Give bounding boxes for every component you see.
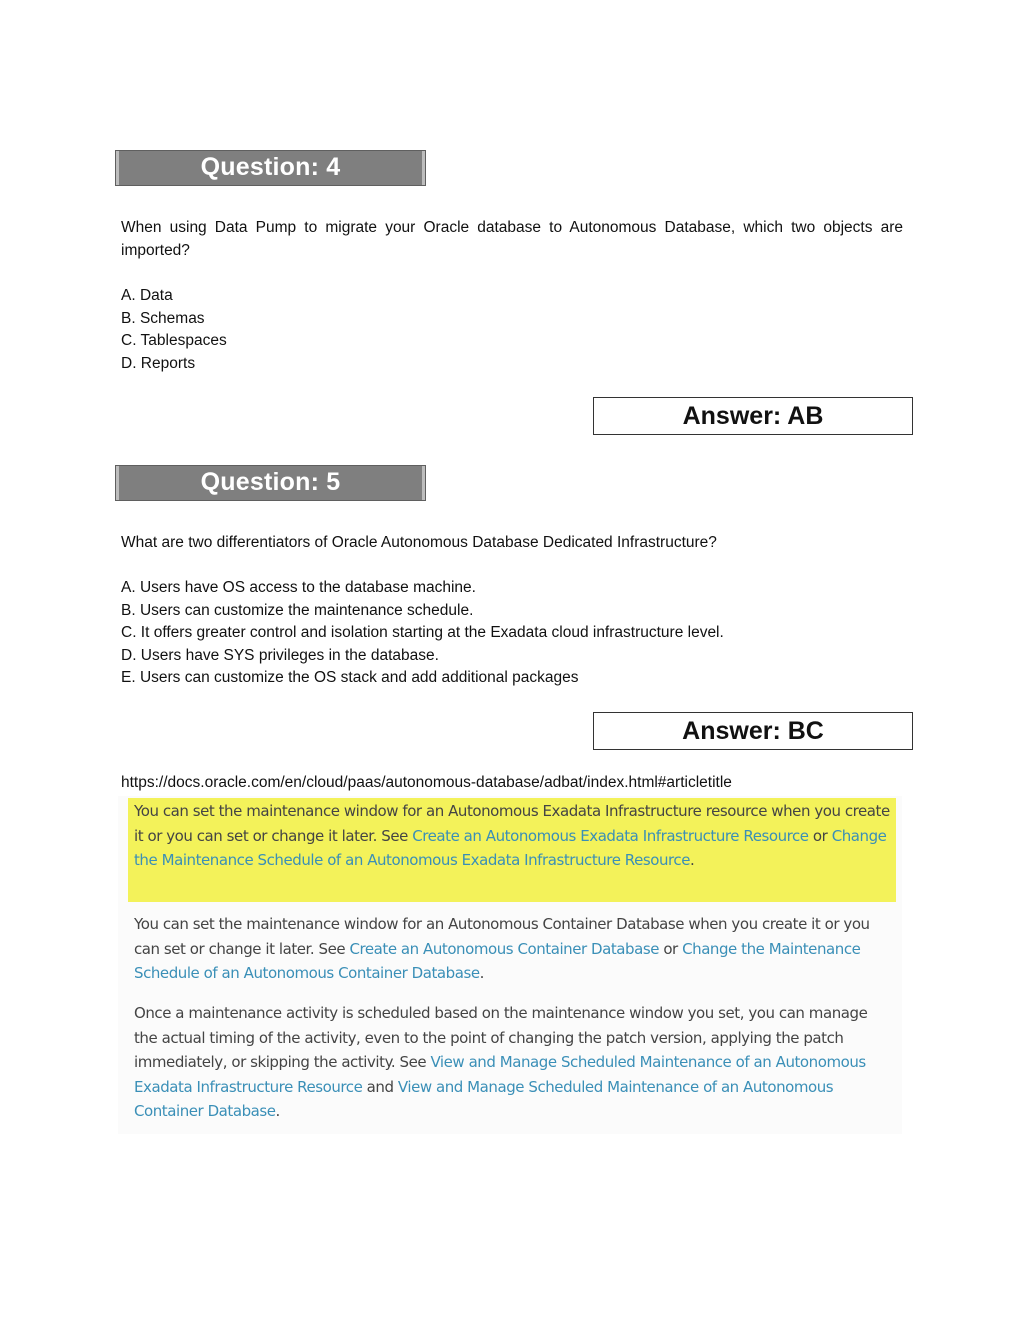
doc-paragraph-1-text-2: or: [808, 826, 832, 845]
question-5-answer: Answer: BC: [593, 712, 913, 750]
question-4-option-d: D. Reports: [121, 354, 196, 372]
doc-paragraph-3: [134, 1001, 892, 1124]
question-4-options: [121, 285, 227, 375]
doc-paragraph-2-text-2: or: [659, 939, 683, 958]
question-5-options: [121, 577, 724, 690]
change-container-maintenance-schedule-link[interactable]: Change the Maintenance Schedule of an Autonomous Container Database: [134, 939, 861, 982]
question-4-answer: Answer: AB: [593, 397, 913, 435]
question-5-header: [115, 465, 426, 501]
question-5-option-b: B. Users can customize the maintenance schedule.: [121, 601, 474, 619]
doc-paragraph-3-text-3: .: [275, 1102, 280, 1120]
question-5-option-a: A. Users have OS access to the database machine.: [121, 579, 476, 596]
question-5-option-e: E. Users can customize the OS stack and add additional packages: [121, 669, 579, 686]
question-4-option-a: A. Data: [121, 287, 173, 304]
question-4-option-c: C. Tablespaces: [121, 332, 227, 349]
create-exadata-infrastructure-link[interactable]: Create an Autonomous Exadata Infrastructure Resource: [412, 826, 809, 845]
documentation-excerpt-image: [118, 796, 902, 1134]
view-container-scheduled-maintenance-link[interactable]: View and Manage Scheduled Maintenance of an Autonomous Container Database: [134, 1077, 834, 1120]
question-5-option-c: C. It offers greater control and isolation starting at the Exadata cloud infrastructure level.: [121, 624, 724, 641]
question-5-option-d: D. Users have SYS privileges in the database.: [121, 646, 439, 664]
question-4-header: [115, 150, 426, 186]
question-4-text: When using Data Pump to migrate your Oracle database to Autonomous Database, which two objects are imported?: [121, 219, 903, 259]
doc-paragraph-2-text-1: You can set the maintenance window for an Autonomous Container Database when you create it or you can set or change it later. See: [134, 915, 870, 958]
question-5-title: Question: 5: [200, 468, 341, 496]
reference-url: https://docs.oracle.com/en/cloud/paas/autonomous-database/adbat/index.html#articletitle: [121, 774, 732, 791]
doc-paragraph-1-text-3: .: [689, 851, 695, 869]
doc-paragraph-1: [134, 799, 892, 873]
view-exadata-scheduled-maintenance-link[interactable]: View and Manage Scheduled Maintenance of an Autonomous Exadata Infrastructure Resource: [134, 1053, 866, 1096]
change-exadata-maintenance-schedule-link[interactable]: Change the Maintenance Schedule of an Autonomous Exadata Infrastructure Resource: [134, 826, 887, 869]
doc-paragraph-3-text-2: and: [362, 1077, 398, 1096]
doc-paragraph-1-text-1: You can set the maintenance window for an Autonomous Exadata Infrastructure resource when you create it or you can set or change it later. See: [134, 802, 890, 845]
question-5-text: What are two differentiators of Oracle Autonomous Database Dedicated Infrastructure?: [121, 534, 717, 551]
create-container-database-link[interactable]: Create an Autonomous Container Database: [349, 939, 660, 958]
doc-paragraph-3-text-1: Once a maintenance activity is scheduled based on the maintenance window you set, you can manage the actual timing of the activity, even to the point of changing the patch version, applying the patch immediately, or skipping the activity. See: [134, 1004, 868, 1071]
question-4-title: Question: 4: [200, 153, 341, 181]
doc-paragraph-2-text-3: .: [479, 964, 484, 982]
question-4-option-b: B. Schemas: [121, 309, 205, 327]
doc-paragraph-2: [134, 912, 892, 986]
